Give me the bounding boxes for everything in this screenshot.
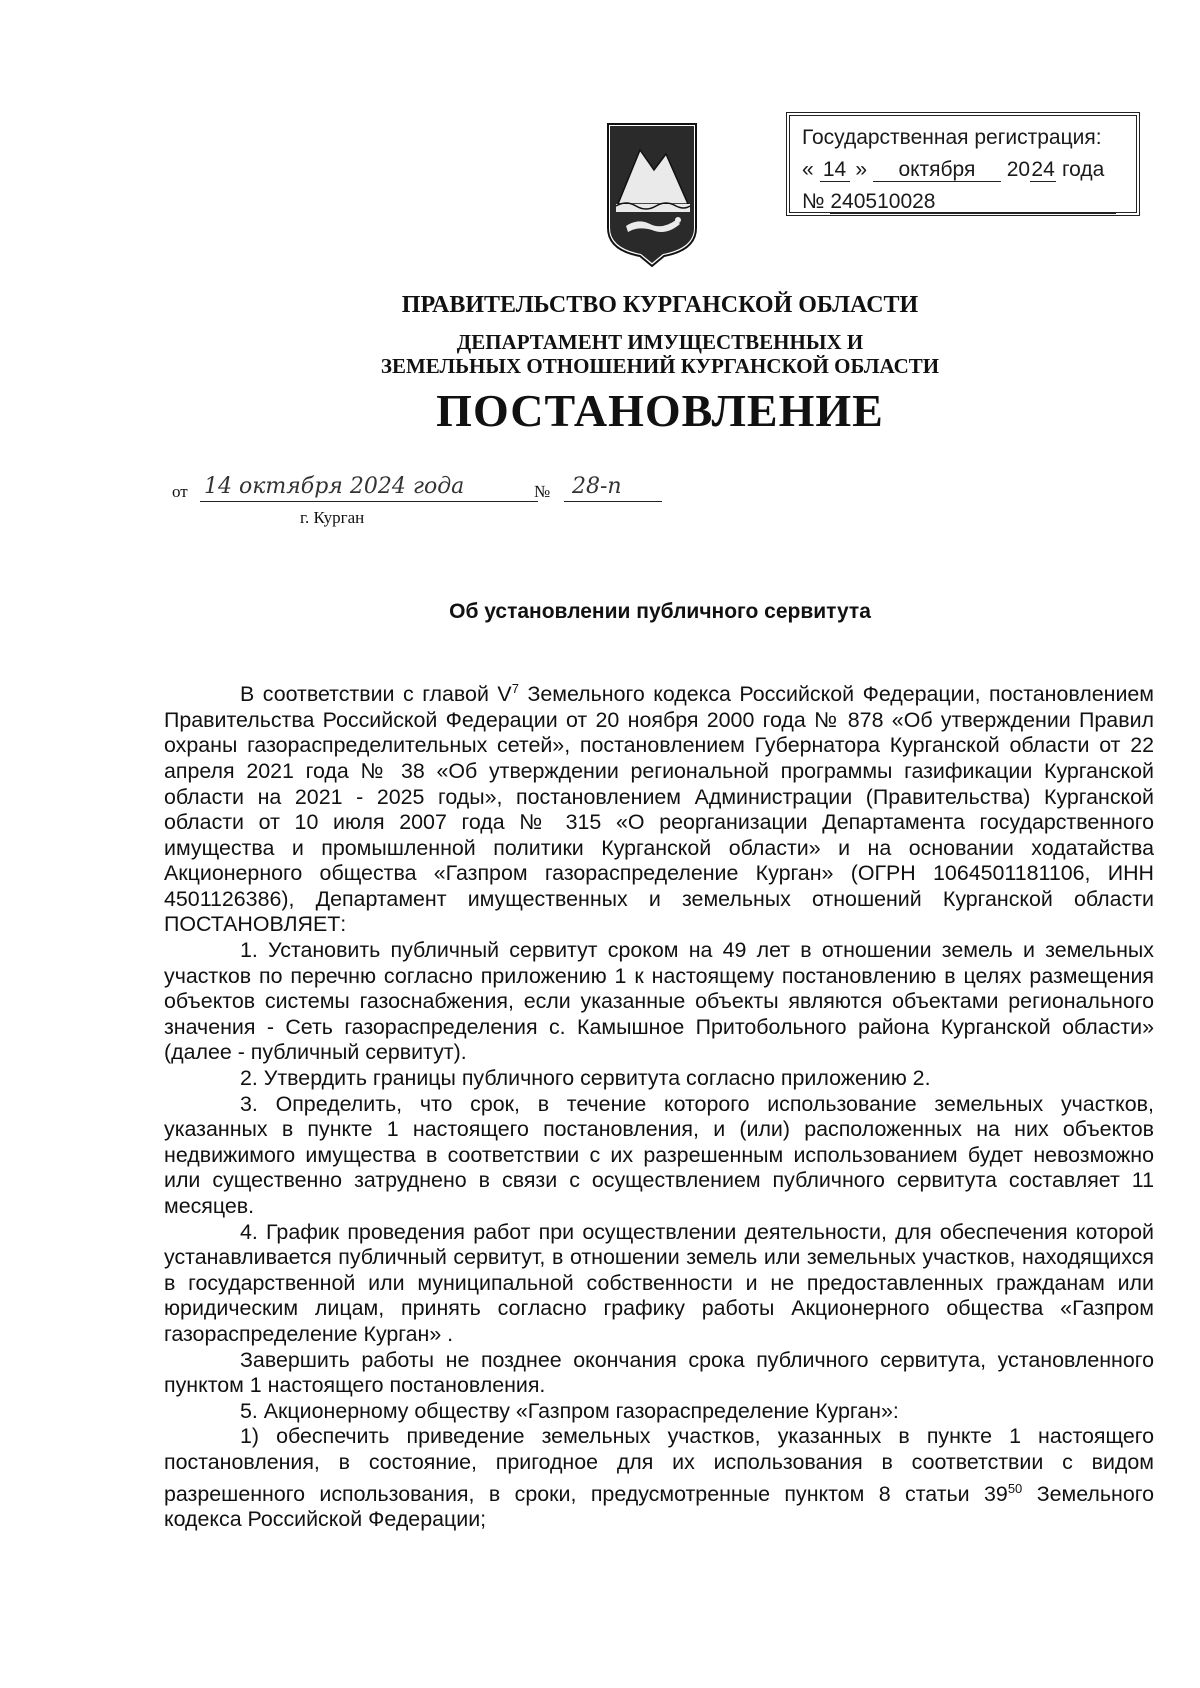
handwritten-date: 14 октября 2024 года (200, 474, 538, 502)
stamp-title: Государственная регистрация: (802, 126, 1102, 149)
number-label: № (534, 482, 551, 501)
paragraph-1: 1. Установить публичный сервитут сроком на 49 лет в отношении земель и земельных участков по перечню согласно приложению 1 к настоящему постановлению в целях размещения объектов системы газоснабжения, если указанные объекты являются объектами регионального значения - Сеть газораспределения с. Камышное Притобольного района Курганской области» (далее - публичный сервитут). (164, 938, 1154, 1065)
paragraph-2: 2. Утвердить границы публичного сервитута согласно приложению 2. (240, 1066, 931, 1091)
stamp-day-open: « (802, 158, 814, 181)
department-line-1: ДЕПАРТАМЕНТ ИМУЩЕСТВЕННЫХ И (456, 330, 864, 354)
stamp-number-row (802, 186, 1128, 218)
date-from-label: от (172, 482, 188, 501)
paragraph-5-1-start: 1) обеспечить приведение земельных участков, указанных в пункте 1 настоящего постановления, в состояние, пригодное для их использования в соответствии с видом разрешенного использования, в сроки, предусмотренные пунктом 8 статьи 39 (164, 1424, 1154, 1506)
paragraph-3: 3. Определить, что срок, в течение которого использование земельных участков, указанных в пункте 1 настоящего постановления, и (или) расположенных на них объектов недвижимого имущества в соответствии с их разрешенным использованием будет невозможно или существенно затруднено в связи с осуществлением публичного сервитута составляет 11 месяцев. (164, 1091, 1154, 1218)
stamp-month: октября (873, 159, 1001, 182)
preamble-superscript: 7 (511, 681, 519, 696)
handwritten-number: 28-п (564, 474, 662, 502)
paragraph-5-1-end: Земельного кодекса Российской Федерации; (164, 1481, 1154, 1532)
government-name: ПРАВИТЕЛЬСТВО КУРГАНСКОЙ ОБЛАСТИ (401, 292, 919, 318)
paragraph-5-1-superscript: 50 (1007, 1480, 1023, 1496)
stamp-day-close: » (855, 158, 868, 181)
stamp-number-label: № (802, 190, 825, 213)
document-title: Об установлении публичного сервитута (449, 600, 871, 623)
registration-stamp (786, 112, 1140, 216)
preamble-rest: Земельного кодекса Российской Федерации, постановлением Правительства Российской Федерации от 20 ноября 2000 года № 878 «Об утверждении Правил охраны газораспределительных сетей», постановлением Губернатора Курганской области от 22 апреля 2021 года № 38 «Об утверждении региональной программы газификации Курганской области на 2021 - 2025 годы», постановлением Администрации (Правительства) Курганской области от 10 июля 2007 года № 315 «О реорганизации Департамента государственного имущества и промышленной политики Курганской области» и на основании ходатайства Акционерного общества «Газпром газораспределение Курган» (ОГРН 1064501181106, ИНН 4501126386), Департамент имущественных и земельных отношений Курганской области ПОСТАНОВЛЯЕТ: (164, 682, 1154, 937)
paragraph-5: 5. Акционерному обществу «Газпром газораспределение Курган»: (240, 1398, 899, 1423)
stamp-date (802, 154, 1128, 186)
preamble-paragraph (164, 676, 1154, 938)
document-body (164, 676, 1154, 1533)
department-name (0, 330, 1200, 378)
preamble-start: В соответствии с главой V (240, 682, 512, 707)
paragraph-4: 4. График проведения работ при осуществлении деятельности, для обеспечения которой устанавливается публичный сервитут, в отношении земель или земельных участков, находящихся в государственной или муниципальной собственности и не предоставленных гражданам или юридическим лицам, принять согласно графику работы Акционерного общества «Газпром газораспределение Курган» . (164, 1219, 1154, 1346)
stamp-year-suffix: 24 (1031, 158, 1055, 181)
stamp-day: 14 (820, 159, 850, 182)
stamp-year-prefix: 20 (1006, 158, 1031, 181)
document-type: ПОСТАНОВЛЕНИЕ (436, 385, 884, 436)
paragraph-4b: Завершить работы не позднее окончания срока публичного сервитута, установленного пунктом 1 настоящего постановления. (164, 1347, 1154, 1398)
city: г. Курган (300, 508, 365, 527)
stamp-year-word: года (1061, 158, 1105, 181)
stamp-number: 240510028 (830, 191, 1116, 214)
paragraph-5-1 (164, 1424, 1154, 1533)
coat-of-arms-emblem (604, 120, 700, 268)
department-line-2: ЗЕМЕЛЬНЫХ ОТНОШЕНИЙ КУРГАНСКОЙ ОБЛАСТИ (380, 354, 940, 378)
